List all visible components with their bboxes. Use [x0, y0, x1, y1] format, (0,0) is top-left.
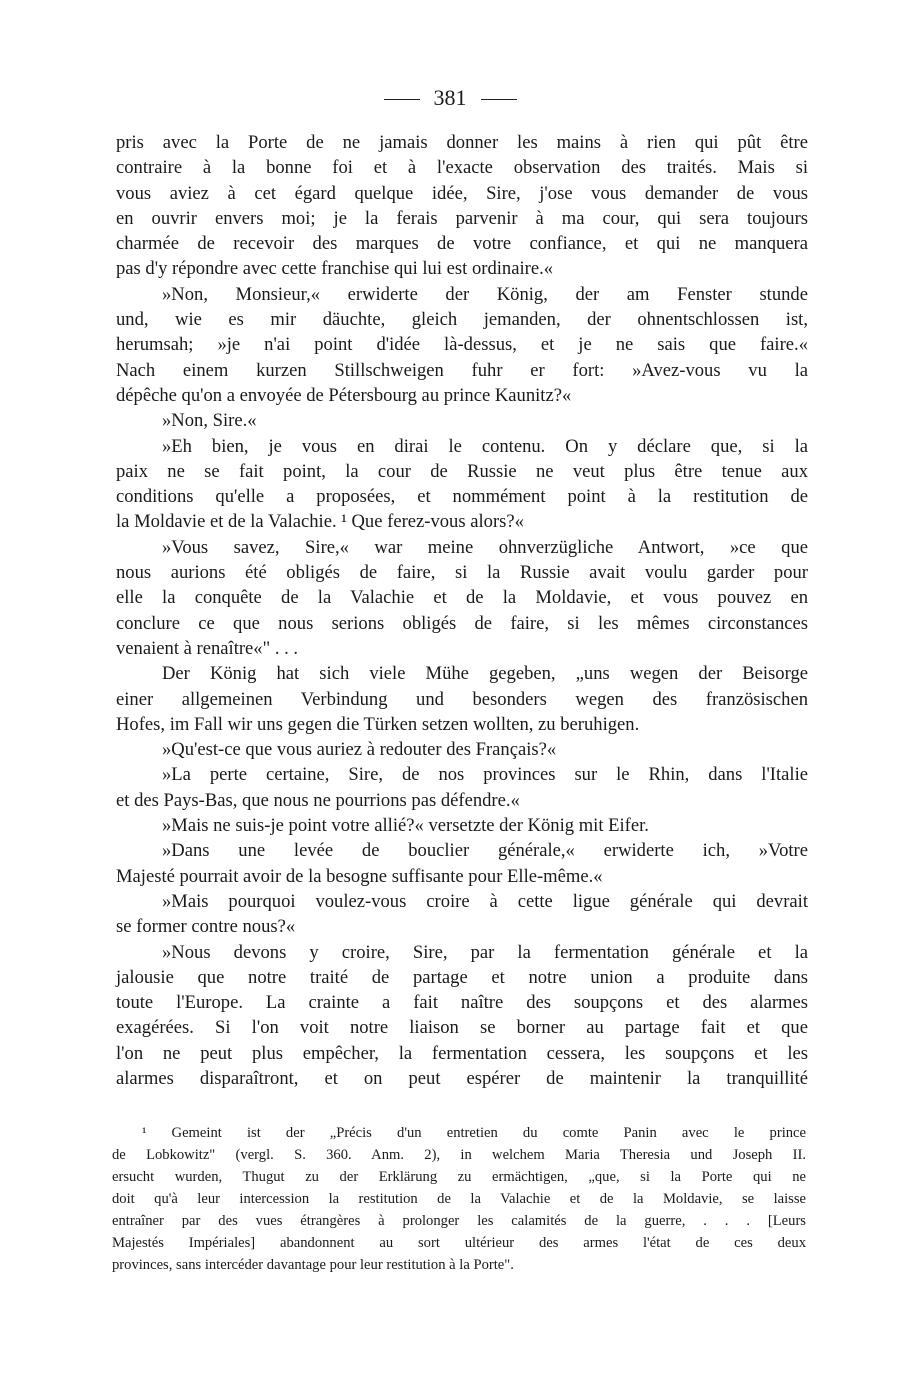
footnotes — [112, 1122, 806, 1276]
text-line: toute l'Europe. La crainte a fait naître des soupçons et des alarmes — [116, 992, 808, 1014]
text-line: Hofes, im Fall wir uns gegen die Türken setzen wollten, zu beruhigen. — [116, 713, 640, 735]
footnote-line: Majestés Impériales] abandonnent au sort ultérieur des armes l'état de ces deux — [112, 1235, 806, 1251]
text-line: »Non, Monsieur,« erwiderte der König, der am Fenster stunde — [162, 283, 808, 305]
text-line: nous aurions été obligés de faire, si la Russie avait voulu garder pour — [116, 562, 808, 584]
text-line: et des Pays-Bas, que nous ne pourrions pas défendre.« — [116, 789, 520, 811]
text-line: conditions qu'elle a proposées, et nommément point à la restitution de — [116, 486, 808, 508]
text-line: Nach einem kurzen Stillschweigen fuhr er fort: »Avez-vous vu la — [116, 359, 808, 381]
text-line: conclure ce que nous serions obligés de faire, si les mêmes circonstances — [116, 612, 808, 634]
body-text — [116, 130, 808, 1091]
text-line: einer allgemeinen Verbindung und besonders wegen des französischen — [116, 688, 808, 710]
text-line: jalousie que notre traité de partage et notre union a produite dans — [116, 966, 808, 988]
text-line: paix ne se fait point, la cour de Russie ne veut plus être tenue aux — [116, 460, 808, 482]
text-line: »Qu'est-ce que vous auriez à redouter des Français?« — [162, 739, 557, 761]
text-line: exagérées. Si l'on voit notre liaison se borner au partage fait et que — [116, 1017, 808, 1039]
footnote-line: ersucht wurden, Thugut zu der Erklärung zu ermächtigen, „que, si la Porte qui ne — [112, 1169, 806, 1185]
text-line: Der König hat sich viele Mühe gegeben, „uns wegen der Beisorge — [162, 663, 808, 685]
text-line: Majesté pourrait avoir de la besogne suffisante pour Elle-même.« — [116, 865, 603, 887]
footnote-line: ¹ Gemeint ist der „Précis d'un entretien du comte Panin avec le prince — [142, 1125, 806, 1141]
text-line: »Mais pourquoi voulez-vous croire à cette ligue générale qui devrait — [162, 890, 808, 912]
footnote-line: doit qu'à leur intercession la restitution de la Valachie et de la Moldavie, se laisse — [112, 1191, 806, 1207]
text-line: elle la conquête de la Valachie et de la Moldavie, et vous pouvez en — [116, 587, 808, 609]
text-line: »La perte certaine, Sire, de nos provinces sur le Rhin, dans l'Italie — [162, 764, 808, 786]
text-line: »Eh bien, je vous en dirai le contenu. On y déclare que, si la — [162, 435, 808, 457]
page-header — [0, 84, 900, 112]
text-line: »Vous savez, Sire,« war meine ohnverzügliche Antwort, »ce que — [162, 536, 808, 558]
text-line: vous aviez à cet égard quelque idée, Sire, j'ose vous demander de vous — [116, 182, 808, 204]
text-line: venaient à renaître«" . . . — [116, 637, 299, 659]
text-line: se former contre nous?« — [116, 916, 296, 938]
text-line: »Nous devons y croire, Sire, par la fermentation générale et la — [162, 941, 808, 963]
text-line: en ouvrir envers moi; je la ferais parvenir à ma cour, qui sera toujours — [116, 207, 808, 229]
text-line: »Dans une levée de bouclier générale,« erwiderte ich, »Votre — [162, 840, 808, 862]
header-rule-left — [384, 99, 420, 100]
page-number: 381 — [433, 85, 467, 110]
text-line: pas d'y répondre avec cette franchise qui lui est ordinaire.« — [116, 258, 554, 280]
footnote-line: provinces, sans intercéder davantage pour leur restitution à la Porte". — [112, 1257, 514, 1273]
text-line: dépêche qu'on a envoyée de Pétersbourg au prince Kaunitz?« — [116, 384, 572, 406]
text-line: pris avec la Porte de ne jamais donner les mains à rien qui pût être — [116, 132, 808, 153]
text-line: l'on ne peut plus empêcher, la fermentation cessera, les soupçons et les — [116, 1042, 808, 1064]
footnote-line: de Lobkowitz" (vergl. S. 360. Anm. 2), in welchem Maria Theresia und Joseph II. — [112, 1147, 806, 1163]
text-line: »Non, Sire.« — [162, 410, 257, 432]
text-line: und, wie es mir däuchte, gleich jemanden, der ohnentschlossen ist, — [116, 309, 808, 331]
header-rule-right — [481, 99, 517, 100]
text-line: herumsah; »je n'ai point d'idée là-dessus, et je ne sais que faire.« — [116, 334, 808, 356]
text-line: charmée de recevoir des marques de votre confiance, et qui ne manquera — [116, 233, 808, 255]
text-line: la Moldavie et de la Valachie. ¹ Que ferez-vous alors?« — [116, 511, 524, 533]
text-line: contraire à la bonne foi et à l'exacte observation des traités. Mais si — [116, 157, 808, 179]
footnote-line: entraîner par des vues étrangères à prolonger les calamités de la guerre, . . . [Leurs — [112, 1213, 806, 1229]
text-line: alarmes disparaîtront, et on peut espérer de maintenir la tranquillité — [116, 1067, 808, 1089]
text-line: »Mais ne suis-je point votre allié?« versetzte der König mit Eifer. — [162, 815, 649, 837]
